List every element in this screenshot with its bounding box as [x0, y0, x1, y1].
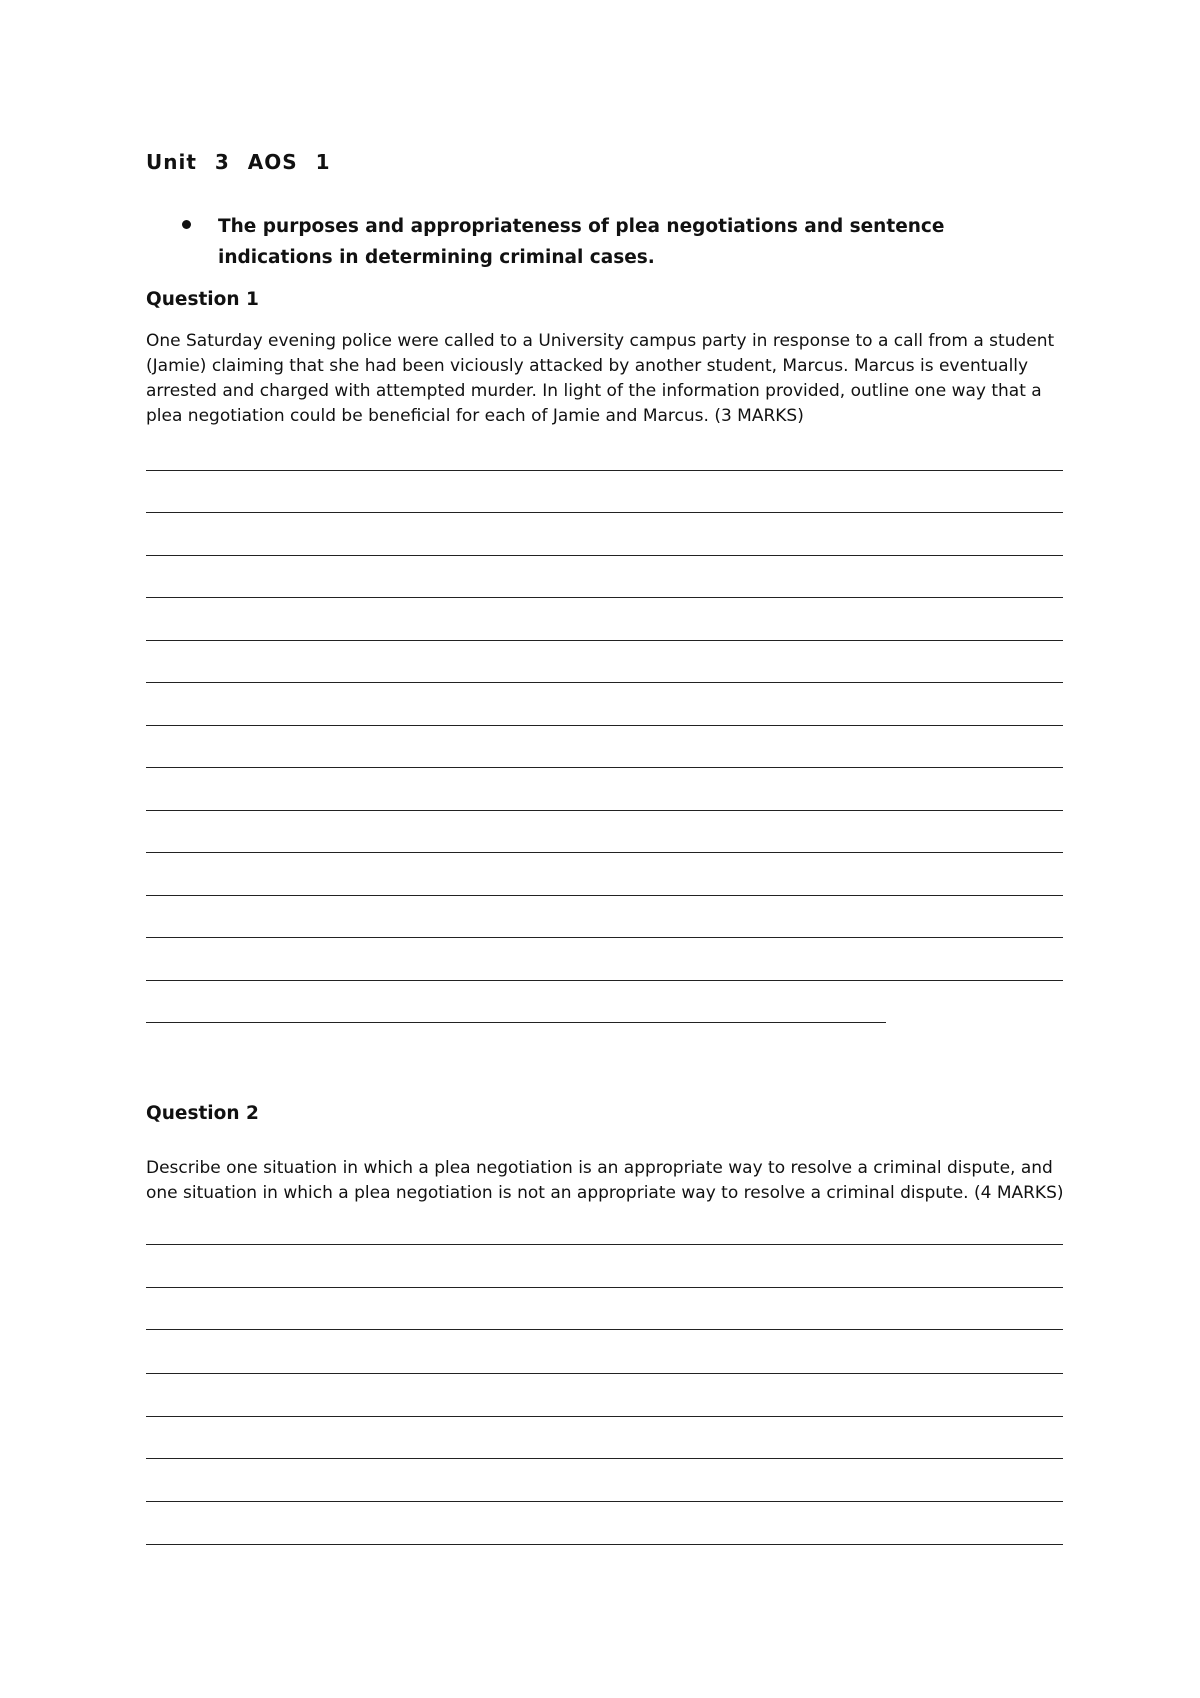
- answer-line[interactable]: [146, 767, 1063, 768]
- answer-line[interactable]: [146, 852, 1063, 853]
- answer-line[interactable]: [146, 810, 1063, 811]
- answer-line[interactable]: [146, 1287, 1063, 1288]
- answer-line[interactable]: [146, 597, 1063, 598]
- question-2-title: Question 2: [146, 1103, 259, 1124]
- question-1-title: Question 1: [146, 289, 259, 310]
- topic-text: The purposes and appropriateness of plea negotiations and sentence indications in determining criminal cases.: [218, 216, 945, 268]
- answer-line[interactable]: [146, 640, 1063, 641]
- answer-line[interactable]: [146, 1329, 1063, 1330]
- answer-line[interactable]: [146, 1458, 1063, 1459]
- answer-line[interactable]: [146, 512, 1063, 513]
- unit-heading: Unit 3 AOS 1: [146, 150, 331, 174]
- answer-line[interactable]: [146, 1416, 1063, 1417]
- answer-line[interactable]: [146, 470, 1063, 471]
- answer-line[interactable]: [146, 1501, 1063, 1502]
- answer-line[interactable]: [146, 1544, 1063, 1545]
- answer-line[interactable]: [146, 1373, 1063, 1374]
- answer-line[interactable]: [146, 555, 1063, 556]
- answer-line[interactable]: [146, 1244, 1063, 1245]
- answer-line[interactable]: [146, 980, 1063, 981]
- question-2-text: Describe one situation in which a plea negotiation is an appropriate way to resolve a criminal dispute, and one situation in which a plea negotiation is not an appropriate way to resolve a criminal dispute. (4 MARKS): [146, 1158, 1064, 1203]
- answer-line[interactable]: [146, 895, 1063, 896]
- answer-line[interactable]: [146, 937, 1063, 938]
- bullet-icon: [182, 220, 191, 229]
- question-1-text: One Saturday evening police were called to a University campus party in response to a call from a student (Jamie) claiming that she had been viciously attacked by another student, Marcus. Marcus is eventually arrested and charged with attempted murder. In light of the information provided, outline one way that a plea negotiation could be beneficial for each of Jamie and Marcus. (3 MARKS): [146, 331, 1055, 426]
- answer-line[interactable]: [146, 1022, 886, 1023]
- answer-line[interactable]: [146, 725, 1063, 726]
- answer-line[interactable]: [146, 682, 1063, 683]
